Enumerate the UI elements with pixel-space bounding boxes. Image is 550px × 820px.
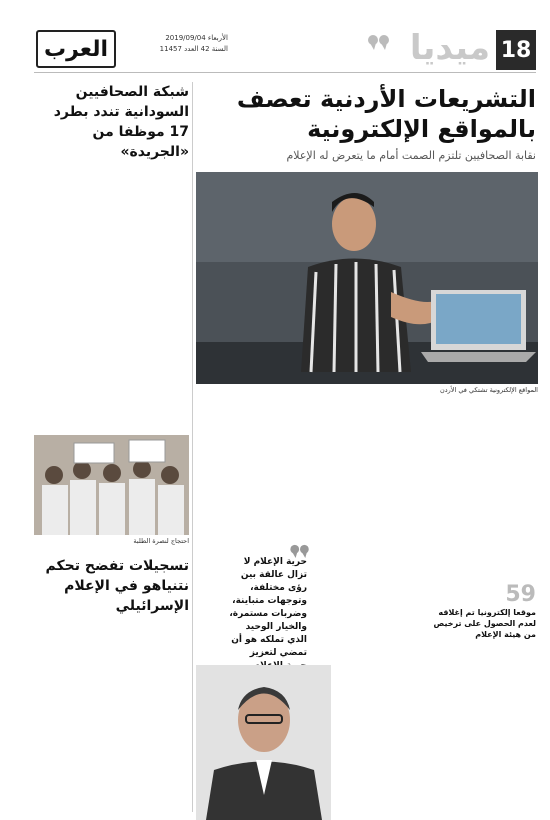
main-headline: التشريعات الأردنية تعصف بالمواقع الإلكترونية	[236, 85, 536, 143]
bottom-article-title: تسجيلات تفضح تحكم نتنياهو في الإعلام الإسرائيلي	[45, 558, 189, 614]
stat-box	[426, 582, 536, 640]
issue-meta	[118, 33, 228, 55]
section-title: ميديا	[409, 28, 490, 68]
newspaper-logo: العرب	[36, 30, 116, 68]
protest-photo-caption: احتجاج لنصرة الطلبة	[133, 537, 189, 545]
stat-number: 59	[505, 582, 536, 607]
side-article-title: شبكة الصحافيين السودانية تندد بطرد 17 موظفا من «الجريدة»	[53, 84, 189, 160]
protest-photo	[34, 435, 189, 535]
main-photo-caption: المواقع الإلكترونية تشتكي في الأردن	[440, 386, 538, 394]
pull-quote: حرية الإعلام لا تزال عالقة بين رؤى مختلفة، وتوجهات متباينة، وضربات مستمرة، والخيار الوحيد الذي تملكه هو أن تمضي لتعزيز	[229, 557, 307, 658]
page-number: 18	[496, 30, 536, 70]
quote-icon	[368, 34, 390, 50]
issue-date: الأربعاء 2019/09/04	[165, 34, 228, 42]
man-portrait-illustration	[196, 665, 331, 820]
header-rule	[34, 72, 536, 73]
portrait-photo	[196, 665, 331, 820]
column-divider	[192, 82, 193, 812]
main-photo	[196, 172, 538, 384]
issue-number: السنة 42 العدد 11457	[159, 45, 228, 53]
stat-text: موقعا إلكترونيا تم إغلاقه لعدم الحصول على ترخيص من هيئة الإعلام	[433, 608, 536, 639]
side-article	[34, 82, 189, 162]
man-with-laptop-illustration	[196, 172, 538, 384]
protest-illustration	[34, 435, 189, 535]
main-subhead: نقابة الصحافيين تلتزم الصمت أمام ما يتعرض له الإعلام	[286, 149, 536, 162]
